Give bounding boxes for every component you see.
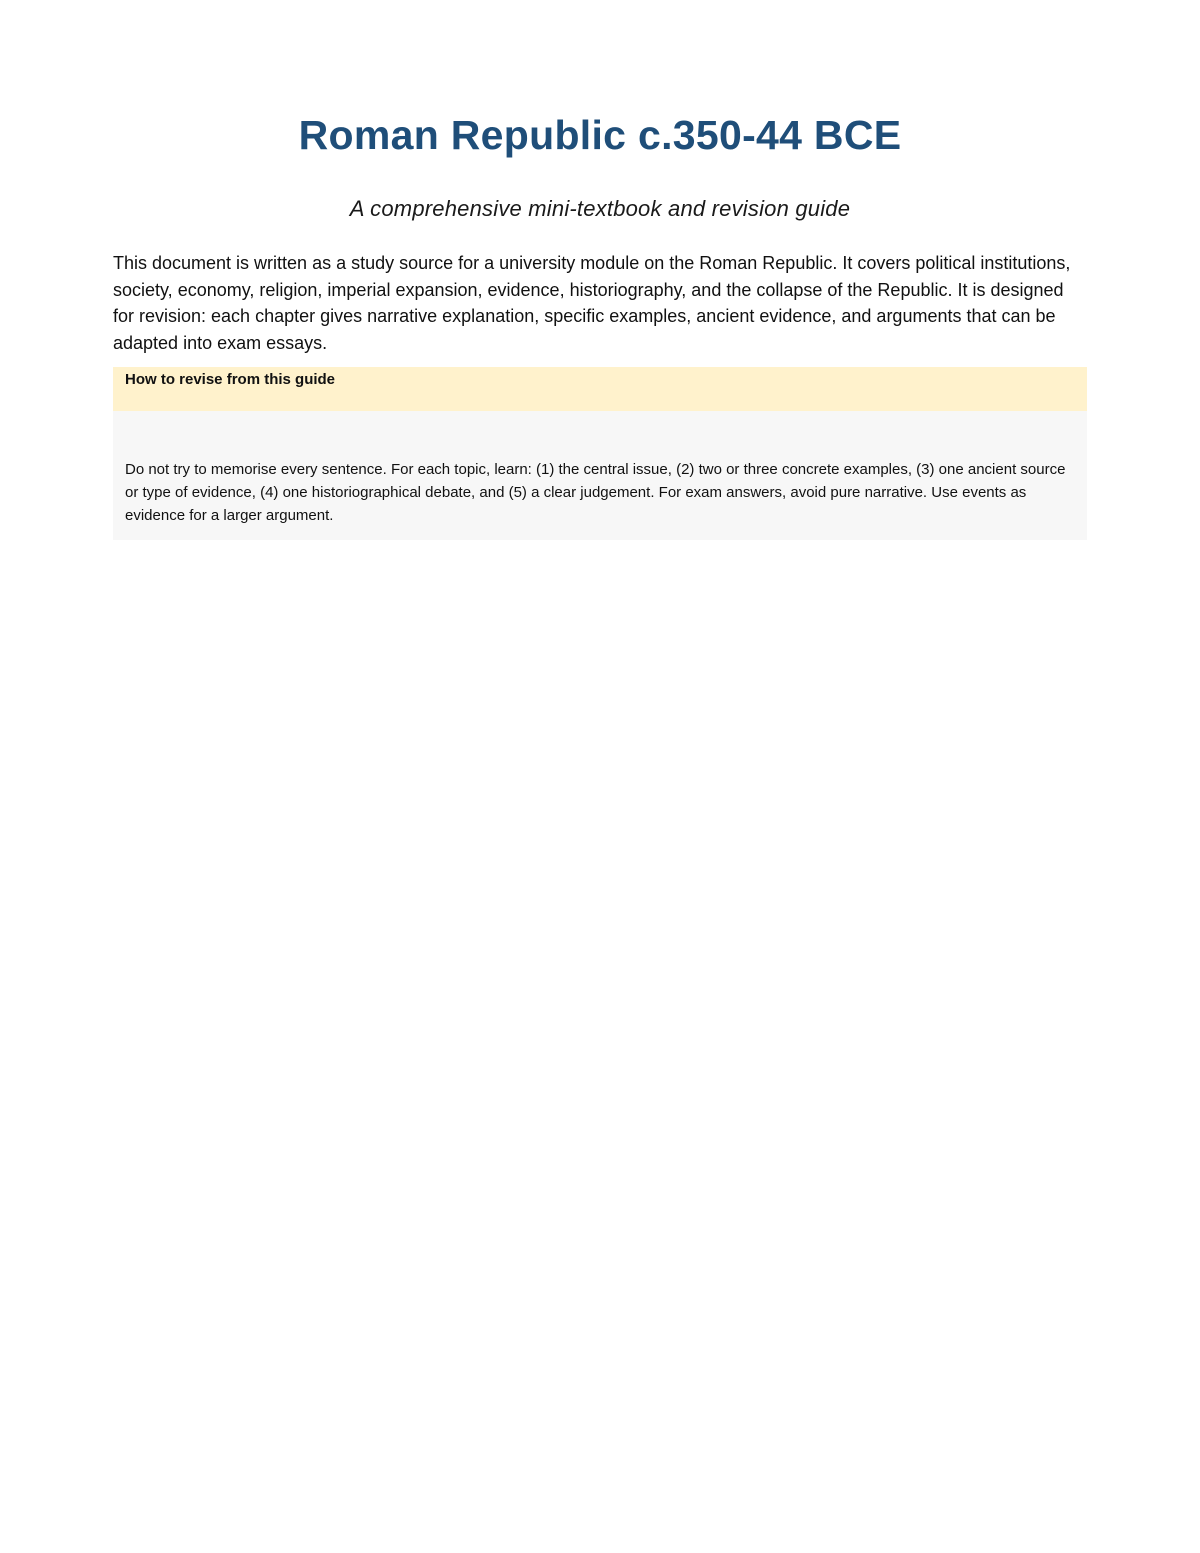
intro-paragraph: This document is written as a study source for a university module on the Roman Republic. It covers political institutions, society, economy, religion, imperial expansion, evidence, historiography, and the collapse of the Republic. It is designed for revision: each chapter gives narrative explanation, specific examples, ancient evidence, and arguments that can be adapted into exam essays. <box>113 253 1071 353</box>
callout-heading: How to revise from this guide <box>113 367 1087 411</box>
callout-body-text: Do not try to memorise every sentence. For each topic, learn: (1) the central issue, (2) two or three concrete examples, (3) one ancient source or type of evidence, (4) one historiographical debate, and (5) a clear judgement. For exam answers, avoid pure narrative. Use events as evidence for a larger argument. <box>125 461 1066 524</box>
revision-callout-box <box>113 367 1087 540</box>
document-subtitle: A comprehensive mini-textbook and revision guide <box>349 196 851 221</box>
callout-body <box>113 411 1087 540</box>
document-title: Roman Republic c.350-44 BCE <box>298 112 902 158</box>
